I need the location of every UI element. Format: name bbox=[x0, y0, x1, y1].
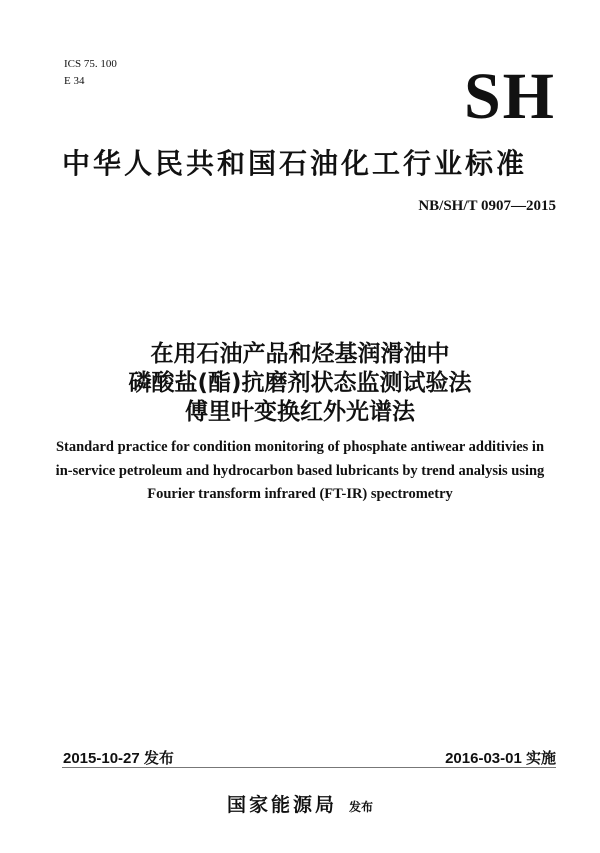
ics-code: ICS 75. 100 bbox=[64, 58, 117, 70]
title-en bbox=[0, 436, 600, 507]
ccs-code: E 34 bbox=[64, 75, 85, 87]
title-cn bbox=[0, 340, 600, 427]
org-title: 中华人民共和国石油化工行业标准 bbox=[62, 147, 528, 180]
title-cn-line: 傅里叶变换红外光谱法 bbox=[185, 399, 415, 425]
title-en-line: Standard practice for condition monitoring of phosphate antiwear additivies in bbox=[55, 439, 545, 455]
publisher: 国家能源局 bbox=[226, 794, 337, 816]
standard-code: NB/SH/T 0907—2015 bbox=[418, 198, 556, 214]
publisher-suffix: 发布 bbox=[349, 800, 374, 814]
title-en-line: Fourier transform infrared (FT-IR) spectrometry bbox=[147, 486, 453, 502]
title-cn-line: 在用石油产品和烃基润滑油中 bbox=[150, 341, 450, 367]
divider bbox=[62, 767, 556, 768]
title-cn-line: 磷酸盐(酯)抗磨剂状态监测试验法 bbox=[128, 370, 472, 396]
title-en-line: in-service petroleum and hydrocarbon based lubricants by trend analysis using bbox=[55, 462, 545, 479]
sh-logo: SH bbox=[463, 60, 556, 133]
publisher-block bbox=[0, 790, 600, 817]
classification bbox=[64, 56, 117, 90]
effective-date: 2016-03-01 实施 bbox=[445, 750, 556, 767]
issue-date: 2015-10-27 发布 bbox=[63, 750, 174, 767]
